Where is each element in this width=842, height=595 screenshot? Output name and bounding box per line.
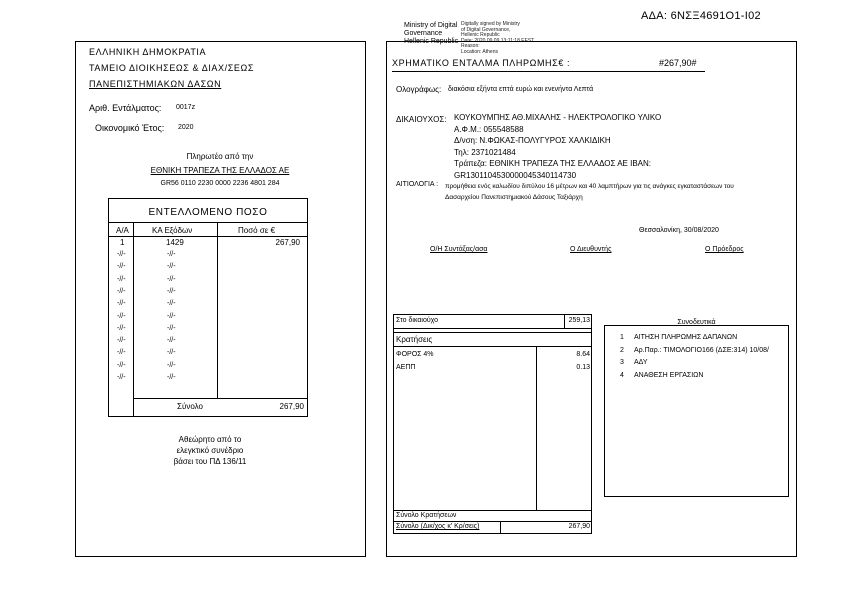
ditto-aa: -//- [117, 300, 126, 308]
attachment-item [620, 370, 769, 383]
ditto-aa: -//- [117, 251, 126, 258]
ditto-aa: -//- [117, 324, 126, 332]
deduction-name: ΦΟΡΟΣ 4% [396, 351, 434, 358]
table-divider [108, 222, 308, 223]
ditto-code: -//- [167, 300, 176, 308]
ditto-code: -//- [167, 312, 176, 320]
place-date: Θεσσαλονίκη, 30/08/2020 [639, 227, 719, 234]
table-column-line [536, 346, 537, 510]
deduction-name: ΑΕΠΠ [396, 364, 416, 371]
ditto-code: -//- [167, 374, 176, 381]
attachment-item [620, 332, 769, 345]
ditto-code: -//- [167, 337, 176, 345]
deductions-table [393, 314, 592, 534]
reason-line: προμήθεια ενός καλωδίου διπύλου 16 μέτρων και 40 λαμπτήρων για τις ανάγκες εγκαταστάσεων του [445, 183, 734, 190]
attachments-list [620, 332, 769, 382]
col-header-aa: Α/Α [116, 226, 129, 235]
payer-bank: ΕΘΝΙΚΗ ΤΡΑΠΕΖΑ ΤΗΣ ΕΛΛΑΔΟΣ ΑΕ [150, 166, 290, 175]
row-1-aa: 1 [120, 238, 125, 247]
order-no: 0017z [176, 104, 196, 111]
payee-line: Τηλ: 2371021484 [454, 147, 516, 157]
attachment-text: ΑΙΤΗΣΗ ΠΛΗΡΩΜΗΣ ΔΑΠΑΝΩΝ [634, 334, 738, 341]
col-header-expense-code: ΚΑ Εξόδων [152, 226, 193, 235]
table-divider [133, 398, 308, 399]
signature-line: Hellenic Republic [461, 32, 500, 38]
grand-total: 267,90 [568, 523, 590, 530]
ditto-code: -//- [167, 324, 176, 332]
table-column-line [217, 222, 218, 398]
attachment-no: 4 [620, 371, 624, 379]
amount-table-title: ΕΝΤΕΛΛΟΜΕΝΟ ΠΟΣΟ [148, 207, 268, 218]
fiscal-year: 2020 [178, 124, 194, 131]
payable-from: Πληρωτέο από την [186, 152, 254, 161]
org-title-3: ΠΑΝΕΠΙΣΤΗΜΙΑΚΩΝ ΔΑΣΩΝ [89, 79, 222, 89]
attachment-no: 1 [620, 334, 624, 341]
table-divider [393, 346, 592, 347]
table-divider [393, 510, 592, 511]
attachment-item [620, 345, 769, 358]
ada-code: ΑΔΑ: 6ΝΣΞ4691Ο1-Ι02 [641, 10, 761, 22]
ditto-aa: -//- [117, 349, 126, 357]
ditto-code: -//- [167, 287, 176, 295]
ditto-aa: -//- [117, 287, 126, 295]
signatory-compiler: Ο/Η Συντάξας/ασα [430, 246, 488, 253]
table-divider [393, 328, 592, 329]
deductions-label: Κρατήσεις [396, 335, 433, 344]
ministry-line: Governance [404, 30, 443, 37]
payee-details [454, 112, 661, 181]
ditto-aa: -//- [117, 275, 126, 283]
table-divider [393, 332, 592, 333]
row-1-amount: 267,90 [275, 238, 300, 247]
amount-table [108, 198, 308, 417]
payee-label: ΔΙΚΑΙΟΥΧΟΣ: [396, 115, 447, 124]
reason-label: ΑΙΤΙΟΛΟΓΙΑ : [396, 181, 439, 188]
attachment-text: Αρ.Παρ.: ΤΙΜΟΛΟΓΙΟ166 (ΔΣΕ:314) 10/08/ [634, 346, 769, 354]
ditto-code: -//- [167, 263, 176, 271]
payment-order-title: ΧΡΗΜΑΤΙΚΟ ΕΝΤΑΛΜΑ ΠΛΗΡΩΜΗΣ€ : [392, 58, 571, 68]
payee-line: Τράπεζα: ΕΘΝΙΚΗ ΤΡΑΠΕΖΑ ΤΗΣ ΕΛΛΑΔΟΣ ΑΕ IBAN: [454, 159, 652, 168]
payee-line: Δ/νση: Ν.ΦΩΚΑΣ-ΠΟΛΥΓΥΡΟΣ ΧΑΛΚΙΔΙΚΗ [454, 136, 611, 145]
table-divider [393, 521, 592, 522]
org-title-2: ΤΑΜΕΙΟ ΔΙΟΙΚΗΣΕΩΣ & ΔΙΑΧ/ΣΕΩΣ [89, 63, 254, 73]
payment-amount: #267,90# [659, 58, 697, 68]
signature-line: of Digital Governance, [461, 26, 511, 33]
beneficiary-amount: 259,13 [568, 317, 590, 324]
reason-text [445, 181, 734, 203]
title-underline [392, 71, 705, 72]
attachment-text: ΑΝΑΘΕΣΗ ΕΡΓΑΣΙΩΝ [634, 371, 704, 379]
signatory-president: Ο Πρόεδρος [705, 246, 744, 253]
order-no-label: Αριθ. Εντάλματος: [89, 103, 162, 113]
payee-line: Α.Φ.Μ.: 055548588 [454, 124, 524, 134]
ditto-aa: -//- [117, 263, 126, 271]
table-divider [108, 236, 308, 237]
col-header-amount: Ποσό σε € [238, 226, 276, 235]
row-1-code: 1429 [166, 238, 184, 247]
fiscal-year-label: Οικονομικό Έτος: [95, 123, 165, 133]
ministry-line: Ministry of Digital [404, 22, 458, 29]
attachment-no: 2 [620, 346, 624, 354]
ditto-aa: -//- [117, 337, 126, 345]
attachment-no: 3 [620, 359, 624, 366]
table-column-line [133, 222, 134, 417]
deductions-total-label: Σύνολο Κρατήσεων [396, 512, 457, 519]
grand-total-label: Σύνολο (Δικ/χος κ' Κρ/σεις) [396, 523, 480, 530]
deduction-amount: 0.13 [576, 364, 590, 371]
ditto-aa: -//- [117, 361, 126, 369]
table-total: 267,90 [279, 402, 304, 411]
beneficiary-label: Στο δικαιούχο [396, 317, 439, 324]
ditto-aa: -//- [117, 312, 126, 320]
signature-line: Date: 2020.09.09 13:11:18 EEST [461, 37, 535, 44]
audit-note-line: ελεγκτικό συνέδριο [176, 446, 244, 455]
ditto-code: -//- [167, 275, 176, 283]
attachment-item [620, 357, 769, 370]
payee-line: ΚΟΥΚΟΥΜΠΗΣ ΑΘ.ΜΙΧΑΛΗΣ - ΗΛΕΚΤΡΟΛΟΓΙΚΟ ΥΛΙΚΟ [454, 113, 662, 122]
payer-iban: GR56 0110 2230 0000 2236 4801 284 [160, 180, 280, 187]
table-column-line [500, 521, 501, 534]
ditto-code: -//- [167, 361, 176, 369]
ditto-code: -//- [167, 349, 176, 357]
signatory-director: Ο Διευθυντής [570, 246, 612, 253]
ditto-code: -//- [167, 251, 176, 258]
audit-note-line: Αθεώρητο από το [178, 435, 242, 444]
audit-note-line: βάσει του ΠΔ 136/11 [173, 457, 247, 466]
amount-words: διακόσια εξήντα επτά ευρώ και ενενήντα Λεπτά [448, 86, 594, 93]
ditto-aa: -//- [117, 374, 126, 381]
signature-line: Reason: [461, 43, 480, 49]
org-title-1: ΕΛΛΗΝΙΚΗ ΔΗΜΟΚΡΑΤΙΑ [89, 47, 207, 57]
audit-note [110, 434, 310, 467]
reason-line: Δασαρχείου Πανεπιστημιακού Δάσους Ταξιάρχη [445, 194, 583, 201]
signature-line: Digitally signed by Ministry [461, 21, 520, 27]
table-total-label: Σύνολο [177, 402, 203, 411]
signature-line: Location: Athens [461, 48, 498, 55]
amount-words-label: Ολογράφως: [396, 85, 442, 94]
payee-line: GR1301104530000045340114730 [454, 170, 577, 180]
attachment-text: ΑΔΥ [634, 359, 648, 366]
deduction-amount: 8.64 [576, 351, 590, 358]
attachments-title: Συνοδευτικά [677, 319, 716, 326]
ministry-line: Hellenic Republic [404, 38, 459, 45]
